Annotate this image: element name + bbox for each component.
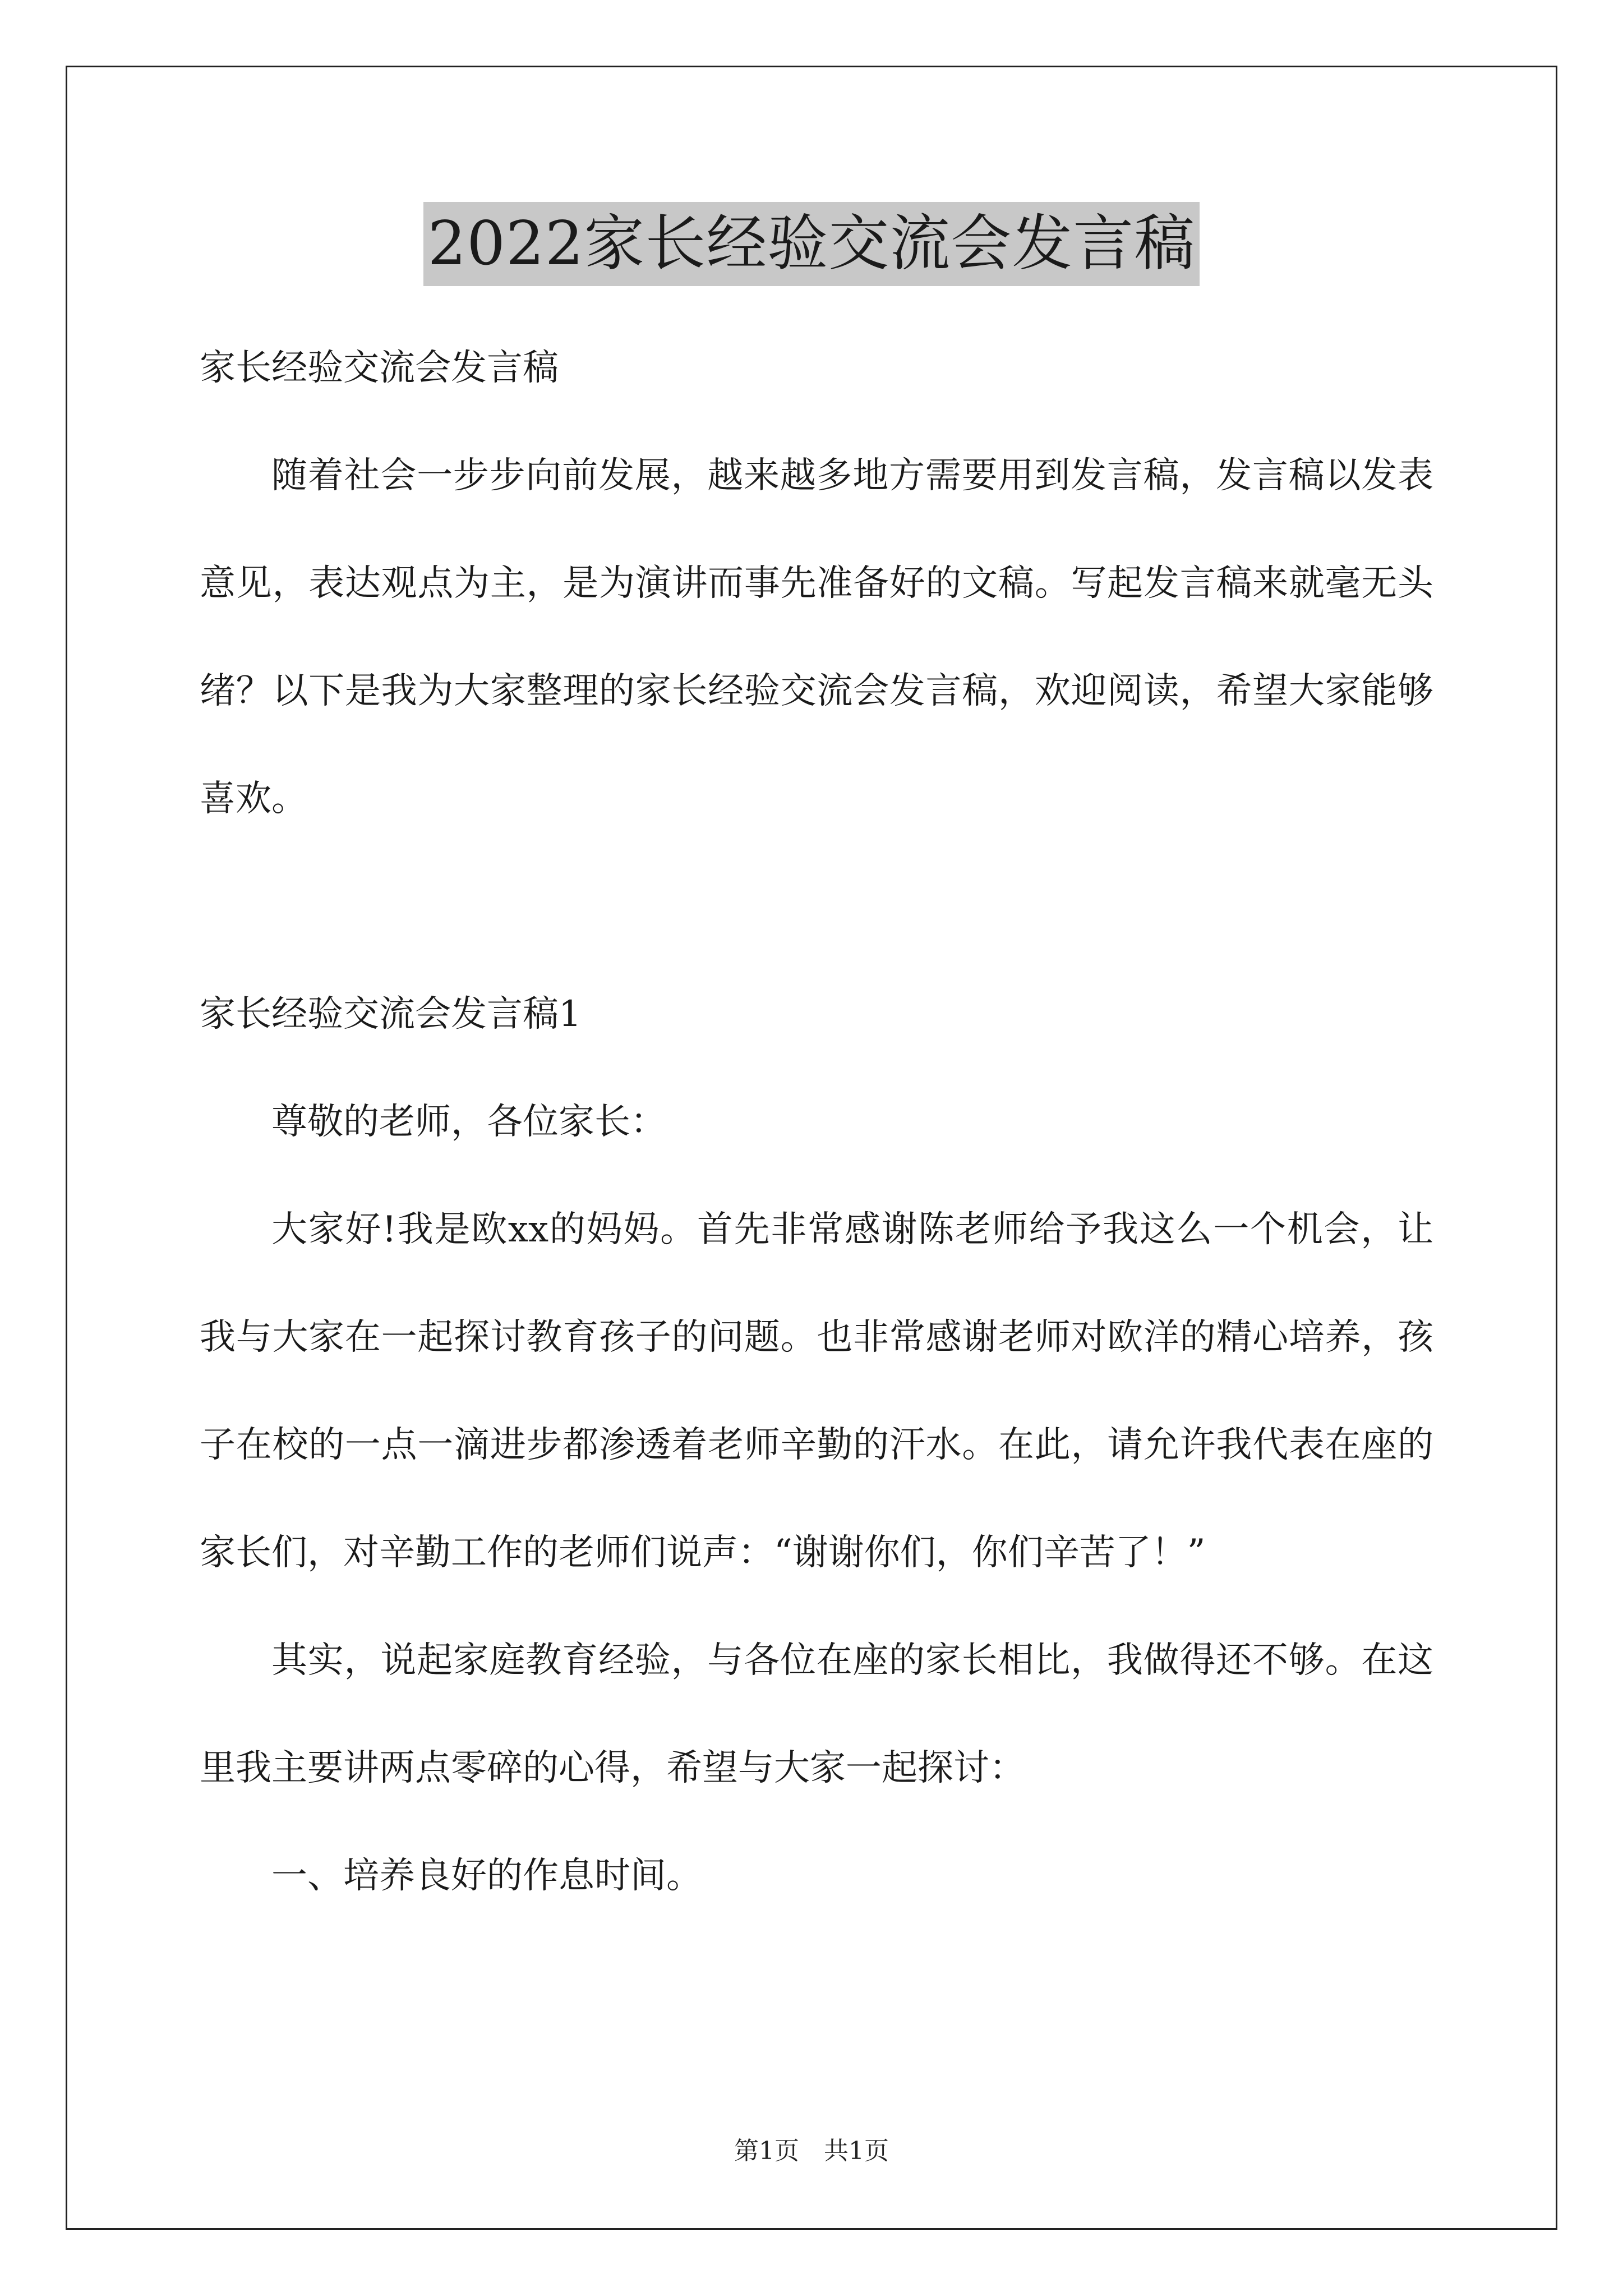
intro-paragraph: 随着社会一步步向前发展，越来越多地方需要用到发言稿，发言稿以发表意见，表达观点为主，是为演讲而事先准备好的文稿。写起发言稿来就毫无头绪？以下是我为大家整理的家长经验交流会发言稿，欢迎阅读，希望大家能够喜欢。 <box>200 455 1433 820</box>
document-title: 2022家长经验交流会发言稿 <box>423 202 1200 286</box>
salutation-paragraph: 尊敬的老师，各位家长： <box>271 1101 666 1143</box>
section-spacer <box>200 853 1433 960</box>
title-container <box>0 202 1623 286</box>
body-paragraph: 大家好!我是欧xx的妈妈。首先非常感谢陈老师给予我这么一个机会，让我与大家在一起探讨教育孩子的问题。也非常感谢老师对欧洋的精心培养，孩子在校的一点一滴进步都渗透着老师辛勤的汗水。在此，请允许我代表在座的家长们，对辛勤工作的老师们说声：“谢谢你们，你们辛苦了！” <box>200 1209 1433 1573</box>
body-paragraph: 其实，说起家庭教育经验，与各位在座的家长相比，我做得还不够。在这里我主要讲两点零碎的心得，希望与大家一起探讨： <box>200 1640 1433 1789</box>
subtitle: 家长经验交流会发言稿 <box>200 347 559 389</box>
section-heading: 家长经验交流会发言稿1 <box>200 993 582 1035</box>
document-body <box>200 314 1433 1930</box>
page-footer: 第1页 共1页 <box>734 2137 889 2165</box>
point-heading: 一、培养良好的作息时间。 <box>271 1855 702 1897</box>
